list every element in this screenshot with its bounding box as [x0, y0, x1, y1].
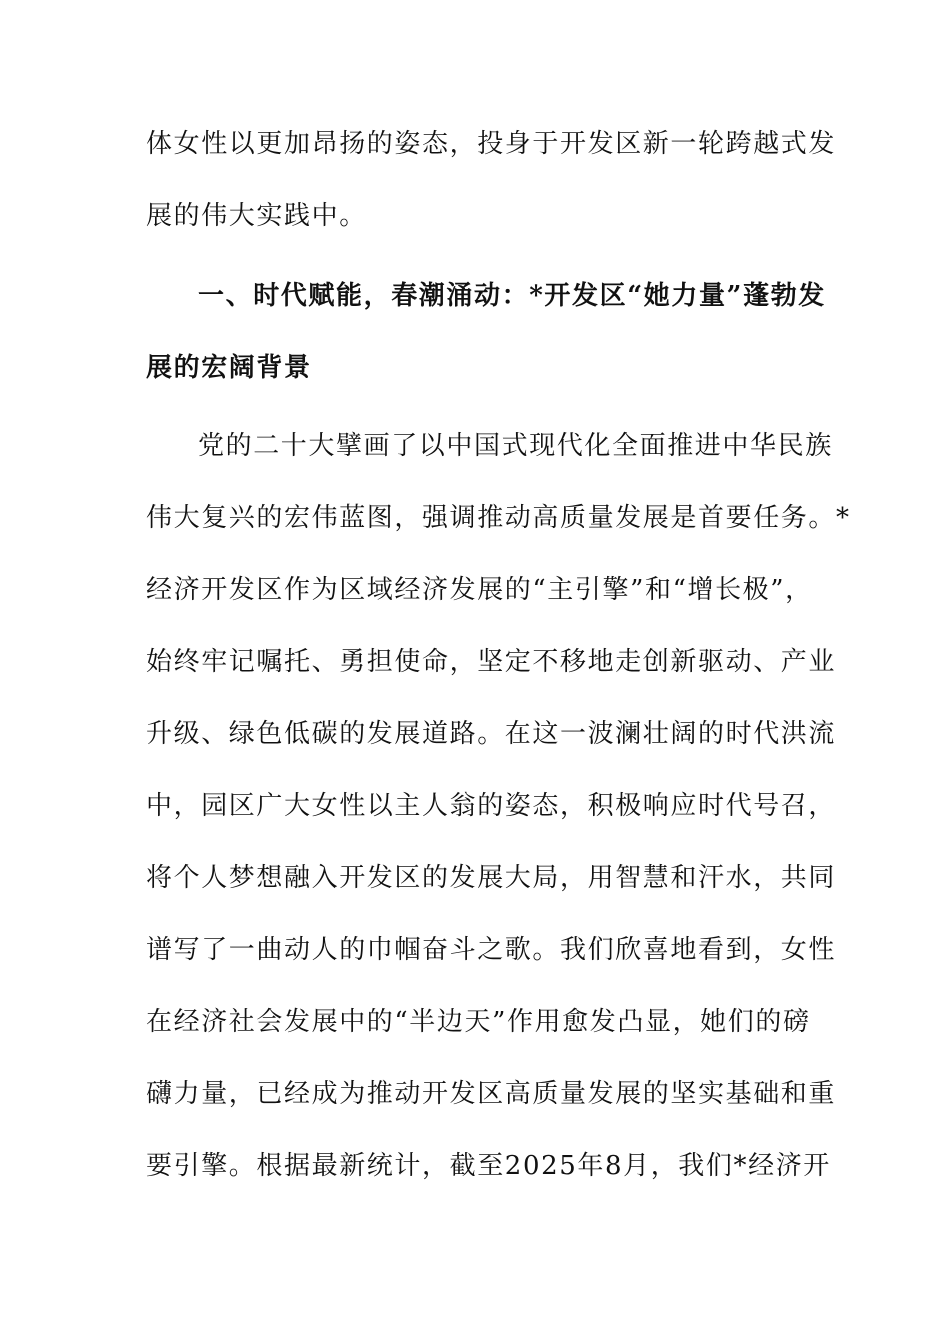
- body-text-line: 展的伟大实践中。: [146, 201, 367, 231]
- body-text-line: 将个人梦想融入开发区的发展大局，用智慧和汗水，共同: [146, 863, 837, 893]
- body-text-line: 体女性以更加昂扬的姿态，投身于开发区新一轮跨越式发: [146, 129, 837, 159]
- body-text-line: 谱写了一曲动人的巾帼奋斗之歌。我们欣喜地看到，女性: [146, 935, 837, 965]
- section-heading: 展的宏阔背景: [146, 353, 312, 383]
- body-text-line: 伟大复兴的宏伟蓝图，强调推动高质量发展是首要任务。*: [146, 503, 851, 533]
- section-heading: 一、时代赋能，春潮涌动：*开发区“她力量”蓬勃发: [198, 281, 826, 311]
- body-text-line: 中，园区广大女性以主人翁的姿态，积极响应时代号召，: [146, 791, 837, 821]
- body-text-line: 礴力量，已经成为推动开发区高质量发展的坚实基础和重: [146, 1079, 837, 1109]
- body-text-line: 始终牢记嘱托、勇担使命，坚定不移地走创新驱动、产业: [146, 647, 837, 677]
- body-text-line: 经济开发区作为区域经济发展的“主引擎”和“增长极”，: [146, 575, 813, 605]
- body-text-line: 升级、绿色低碳的发展道路。在这一波澜壮阔的时代洪流: [146, 719, 837, 749]
- body-text-line: 在经济社会发展中的“半边天”作用愈发凸显，她们的磅: [146, 1007, 811, 1037]
- body-text-line: 要引擎。根据最新统计，截至2025年8月，我们*经济开: [146, 1151, 831, 1181]
- body-text-line: 党的二十大擘画了以中国式现代化全面推进中华民族: [198, 431, 833, 461]
